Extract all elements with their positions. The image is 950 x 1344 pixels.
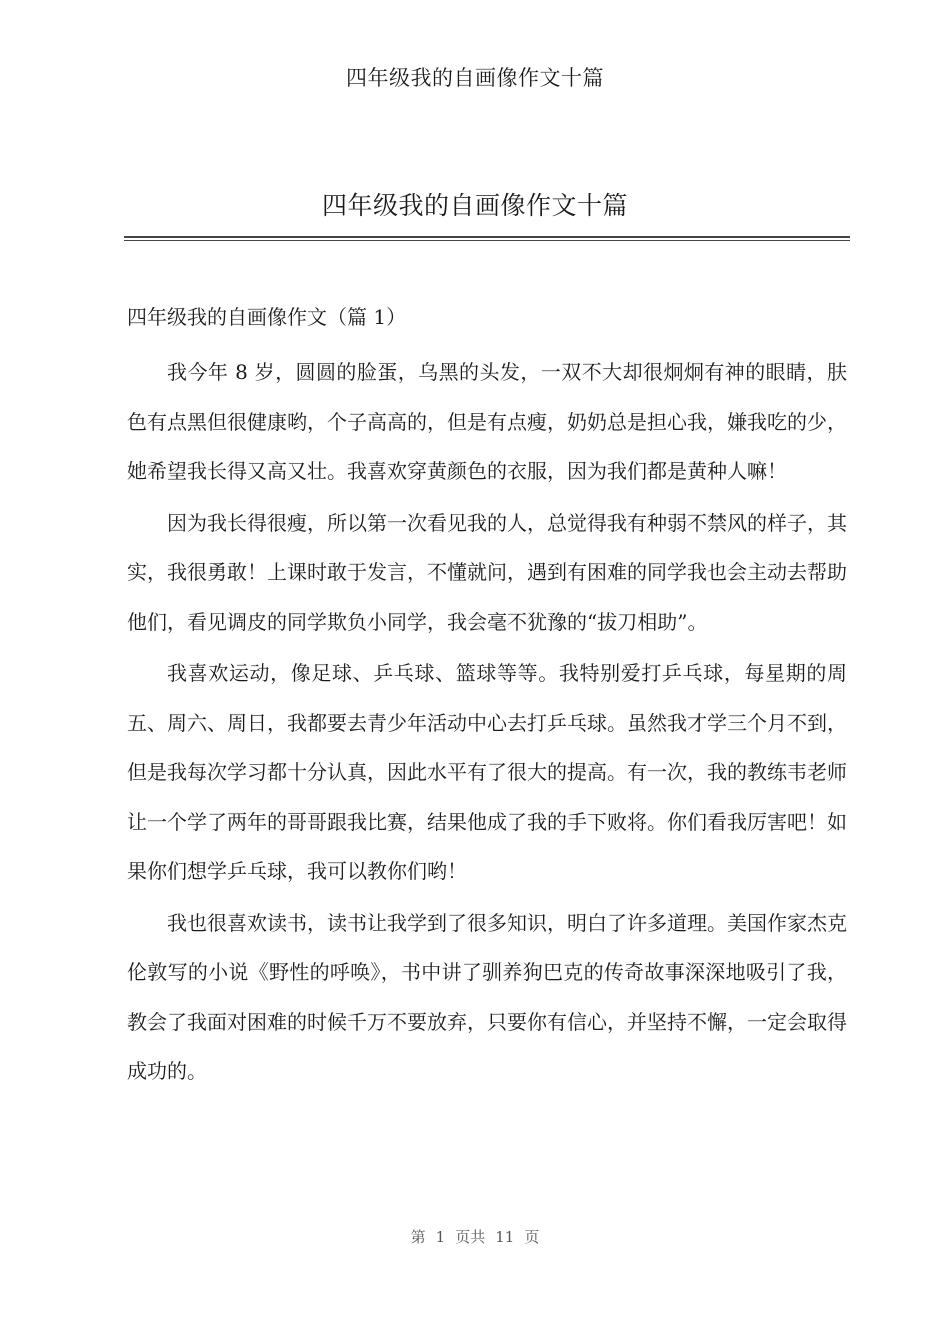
running-header: 四年级我的自画像作文十篇 [346,66,604,90]
page-label-prefix: 第 [410,1228,426,1246]
total-pages: 11 [495,1228,515,1246]
section-heading: 四年级我的自画像作文（篇 1） [127,305,407,329]
page-label-suffix: 页 [524,1228,540,1246]
paragraph: 我喜欢运动，像足球、乒乓球、篮球等等。我特别爱打乒乓球，每星期的周五、周六、周日，我都要去青少年活动中心去打乒乓球。虽然我才学三个月不到，但是我每次学习都十分认真，因此水平有了很大的提高。有一次，我的教练韦老师让一个学了两年的哥哥跟我比赛，结果他成了我的手下败将。你们看我厉害吧！如果你们想学乒乓球，我可以教你们哟！ [127,661,847,883]
page-label-mid: 页共 [455,1228,486,1246]
document-title: 四年级我的自画像作文十篇 [321,191,628,220]
paragraph: 我也很喜欢读书，读书让我学到了很多知识，明白了许多道理。美国作家杰克伦敦写的小说《野性的呼唤》，书中讲了驯养狗巴克的传奇故事深深地吸引了我，教会了我面对困难的时候千万不要放弃，只要你有信心，并坚持不懈，一定会取得成功的。 [127,910,847,1083]
paragraph: 我今年 8 岁，圆圆的脸蛋，乌黑的头发，一双不大却很炯炯有神的眼睛，肤色有点黑但很健康哟，个子高高的，但是有点瘦，奶奶总是担心我，嫌我吃的少，她希望我长得又高又壮。我喜欢穿黄颜色的衣服，因为我们都是黄种人嘛！ [127,360,847,483]
page-footer [0,1226,950,1247]
document-body [127,298,847,1099]
title-divider [124,236,850,241]
paragraph: 因为我长得很瘦，所以第一次看见我的人，总觉得我有种弱不禁风的样子，其实，我很勇敢！上课时敢于发言，不懂就问，遇到有困难的同学我也会主动去帮助他们，看见调皮的同学欺负小同学，我会毫不犹豫的“拔刀相助”。 [127,510,847,634]
page-number: 1 [435,1228,446,1246]
